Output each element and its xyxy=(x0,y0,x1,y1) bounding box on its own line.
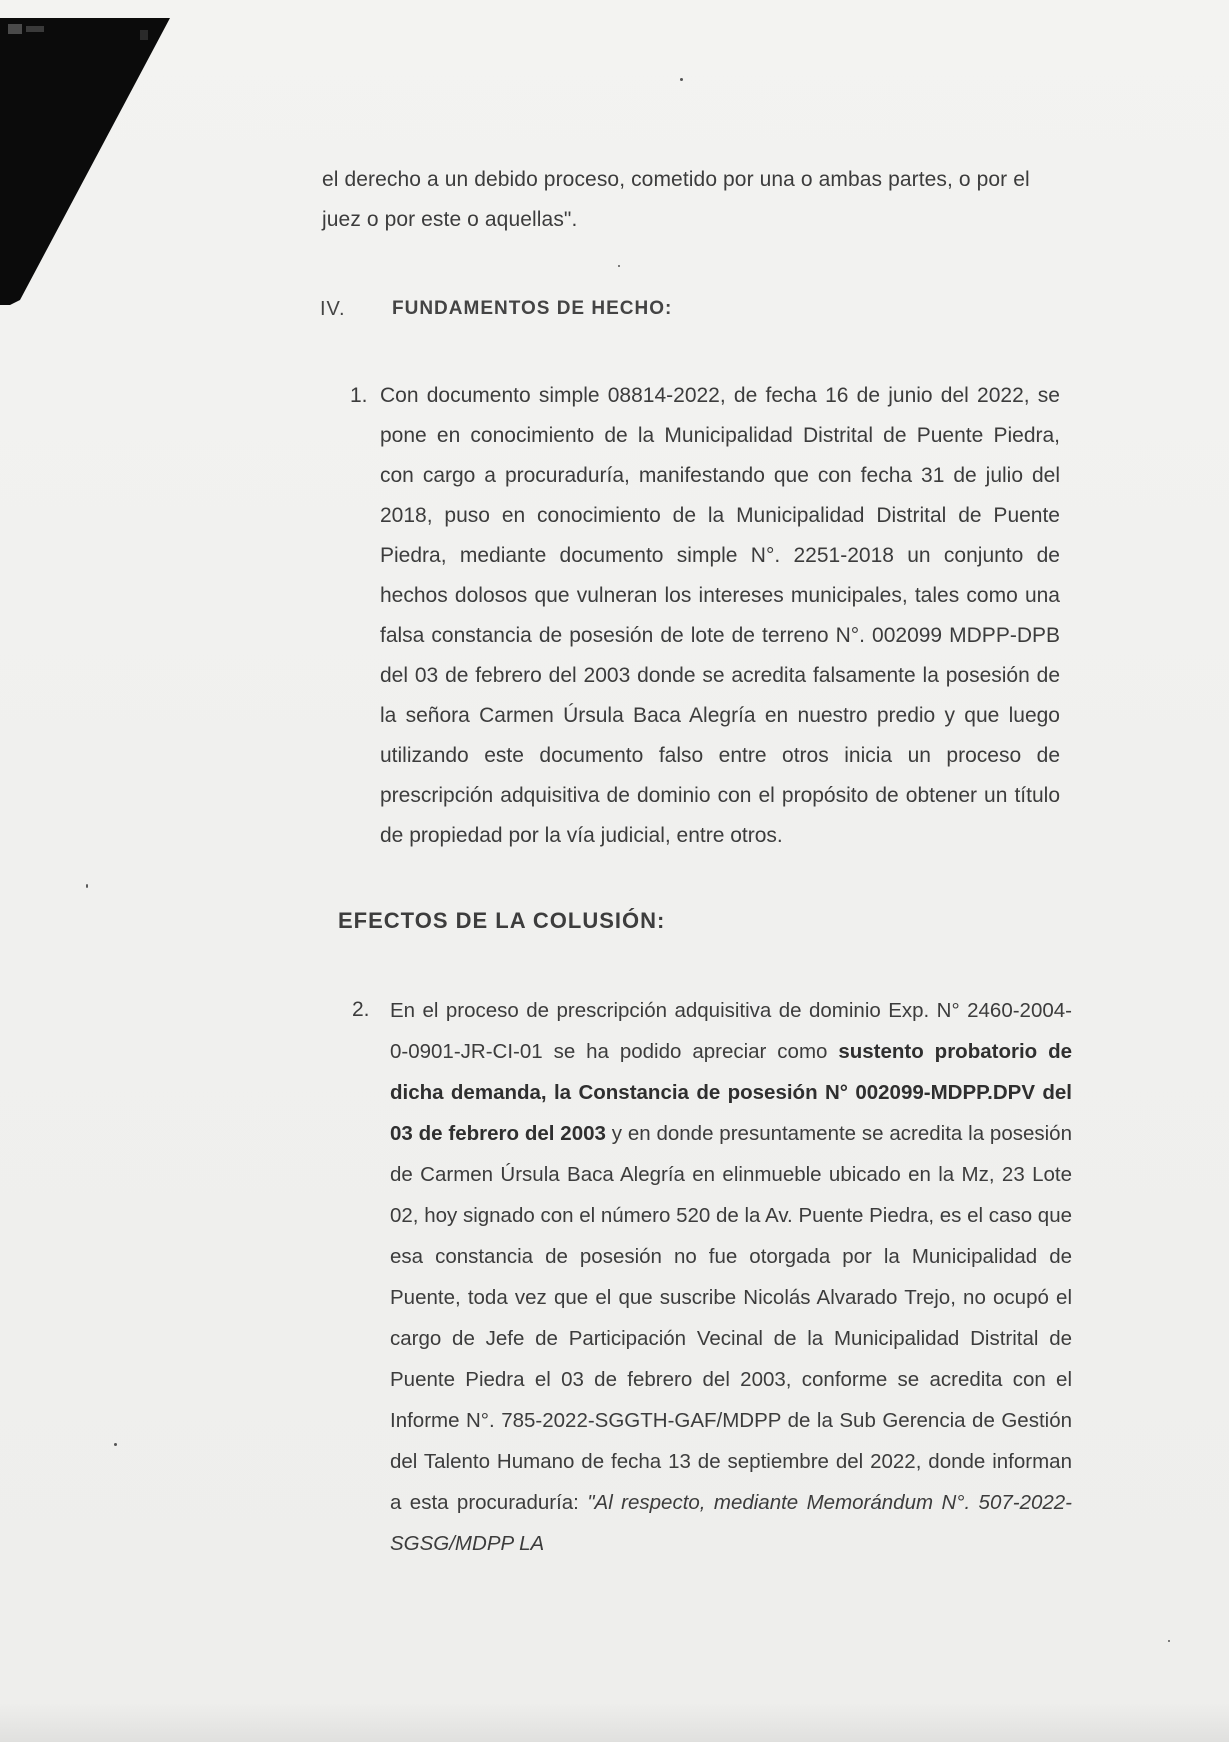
scan-speck xyxy=(618,265,620,267)
scan-speck xyxy=(114,1443,117,1446)
section-number: IV. xyxy=(320,298,346,320)
intro-paragraph: el derecho a un debido proceso, cometido por una o ambas partes, o por el juez o por este o aquellas". xyxy=(322,168,1030,231)
scan-speck xyxy=(680,78,683,81)
item-number: 1. xyxy=(350,384,368,407)
item-text-part: En el proceso de prescripción adquisitiva de dominio Exp. N° 2460-2004-0-0901-JR-CI-01 se ha podido apreciar como xyxy=(390,999,1072,1063)
item-text-quote: "Al respecto, mediante Memorándum N°. 507-2022-SGSG/MDPP LA xyxy=(390,1491,1073,1555)
scan-speck xyxy=(1168,1640,1170,1642)
item-text-bold: sustento probatorio de dicha demanda, la Constancia de posesión N° 002099-MDPP.DPV del 03 de febrero del 2003 xyxy=(390,1040,1073,1145)
black-corner-mark xyxy=(0,0,175,305)
section-title-fundamentos: FUNDAMENTOS DE HECHO: xyxy=(392,298,673,319)
item-text: Con documento simple 08814-2022, de fecha 16 de junio del 2022, se pone en conocimiento de la Municipalidad Distrital de Puente Piedra, con cargo a procuraduría, manifestando que con fecha 31 de julio del 2018, puso en conocimiento de la Municipalidad Distrital de Puente Piedra, mediante documento simple N°. 2251-2018 un conjunto de hechos dolosos que vulneran los intereses municipales, tales como una falsa constancia de posesión de lote de terreno N°. 002099 MDPP-DPB del 03 de febrero del 2003 donde se acredita falsamente la posesión de la señora Carmen Úrsula Baca Alegría en nuestro predio y que luego utilizando este documento falso entre otros inicia un proceso de prescripción adquisitiva de dominio con el propósito de obtener un título de propiedad por la vía judicial, entre otros. xyxy=(380,384,1060,847)
item-number: 2. xyxy=(352,998,370,1021)
scan-speck xyxy=(86,884,88,888)
scan-bottom-shadow xyxy=(0,1702,1229,1742)
section-title-efectos: EFECTOS DE LA COLUSIÓN: xyxy=(338,908,666,933)
item-text xyxy=(390,990,1072,1564)
item-text-part: y en donde presuntamente se acredita la posesión de Carmen Úrsula Baca Alegría en elinmueble ubicado en la Mz, 23 Lote 02, hoy signado con el número 520 de la Av. Puente Piedra, es el caso que esa constancia de posesión no fue otorgada por la Municipalidad de Puente, toda vez que el que suscribe Nicolás Alvarado Trejo, no ocupó el cargo de Jefe de Participación Vecinal de la Municipalidad Distrital de Puente Piedra el 03 de febrero del 2003, conforme se acredita con el Informe N°. 785-2022-SGGTH-GAF/MDPP de la Sub Gerencia de Gestión del Talento Humano de fecha 13 de septiembre del 2022, donde informan a esta procuraduría: xyxy=(390,1122,1072,1514)
